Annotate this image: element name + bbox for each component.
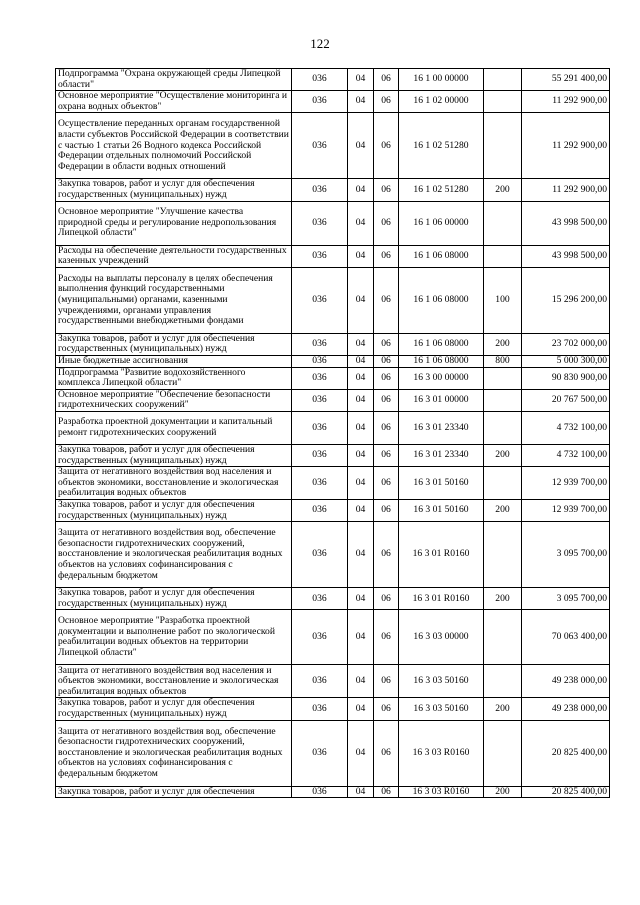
row-sum-cell: 23 702 000,00 [522,333,610,355]
row-pr-cell: 06 [374,267,399,333]
row-vr-cell [484,389,522,411]
row-name-cell: Основное мероприятие "Улучшение качества природной среды и регулирование недропользования Липецкой области" [56,201,292,245]
row-vr-cell: 200 [484,500,522,522]
row-pr-cell: 06 [374,389,399,411]
table-row [56,500,610,522]
row-rz-cell: 04 [348,267,374,333]
row-name-cell: Закупка товаров, работ и услуг для обеспечения государственных (муниципальных) нужд [56,698,292,720]
row-rz-cell: 04 [348,786,374,798]
row-vr-cell [484,610,522,665]
row-vr-cell [484,411,522,444]
row-pr-cell: 06 [374,69,399,91]
table-row [56,665,610,698]
table-row [56,411,610,444]
row-ved-cell: 036 [292,467,348,500]
row-sum-cell: 4 732 100,00 [522,411,610,444]
row-ved-cell: 036 [292,665,348,698]
row-csr-cell: 16 1 02 00000 [399,91,484,113]
row-ved-cell: 036 [292,411,348,444]
row-csr-cell: 16 3 00 00000 [399,367,484,389]
row-ved-cell: 036 [292,267,348,333]
row-sum-cell: 12 939 700,00 [522,500,610,522]
row-csr-cell: 16 3 01 23340 [399,444,484,466]
row-pr-cell: 06 [374,113,399,179]
row-ved-cell: 036 [292,610,348,665]
table-row [56,355,610,367]
row-csr-cell: 16 3 01 50160 [399,500,484,522]
row-ved-cell: 036 [292,500,348,522]
row-rz-cell: 04 [348,333,374,355]
row-ved-cell: 036 [292,720,348,786]
table-row [56,389,610,411]
row-csr-cell: 16 1 02 51280 [399,113,484,179]
row-ved-cell: 036 [292,698,348,720]
row-name-cell: Защита от негативного воздействия вод, обеспечение безопасности гидротехнических сооружений, восстановление и экологическая реабилитация водных объектов на условиях софинансирования с федеральным бюджетом [56,720,292,786]
row-vr-cell [484,69,522,91]
row-sum-cell: 43 998 500,00 [522,201,610,245]
row-rz-cell: 04 [348,444,374,466]
row-vr-cell [484,522,522,588]
row-ved-cell: 036 [292,333,348,355]
row-vr-cell: 200 [484,333,522,355]
row-pr-cell: 06 [374,367,399,389]
row-csr-cell: 16 3 01 23340 [399,411,484,444]
row-sum-cell: 12 939 700,00 [522,467,610,500]
row-csr-cell: 16 3 01 R0160 [399,522,484,588]
row-name-cell: Основное мероприятие "Обеспечение безопасности гидротехнических сооружений" [56,389,292,411]
row-ved-cell: 036 [292,355,348,367]
row-vr-cell [484,467,522,500]
row-name-cell: Защита от негативного воздействия вод, обеспечение безопасности гидротехнических сооружений, восстановление и экологическая реабилитация водных объектов на условиях софинансирования с федеральным бюджетом [56,522,292,588]
row-csr-cell: 16 3 01 R0160 [399,588,484,610]
row-pr-cell: 06 [374,720,399,786]
row-ved-cell: 036 [292,786,348,798]
row-pr-cell: 06 [374,467,399,500]
row-rz-cell: 04 [348,367,374,389]
table-row [56,467,610,500]
row-sum-cell: 3 095 700,00 [522,588,610,610]
row-rz-cell: 04 [348,113,374,179]
row-rz-cell: 04 [348,500,374,522]
row-pr-cell: 06 [374,444,399,466]
row-rz-cell: 04 [348,720,374,786]
row-pr-cell: 06 [374,91,399,113]
row-rz-cell: 04 [348,411,374,444]
row-rz-cell: 04 [348,522,374,588]
table-row [56,333,610,355]
row-ved-cell: 036 [292,69,348,91]
row-pr-cell: 06 [374,665,399,698]
row-vr-cell [484,201,522,245]
row-rz-cell: 04 [348,665,374,698]
table-row [56,201,610,245]
row-sum-cell: 11 292 900,00 [522,113,610,179]
row-ved-cell: 036 [292,588,348,610]
row-sum-cell: 11 292 900,00 [522,91,610,113]
row-vr-cell [484,113,522,179]
row-pr-cell: 06 [374,610,399,665]
row-name-cell: Закупка товаров, работ и услуг для обеспечения государственных (муниципальных) нужд [56,588,292,610]
row-pr-cell: 06 [374,411,399,444]
table-row [56,444,610,466]
row-pr-cell: 06 [374,522,399,588]
row-sum-cell: 3 095 700,00 [522,522,610,588]
row-rz-cell: 04 [348,91,374,113]
row-ved-cell: 036 [292,444,348,466]
row-name-cell: Расходы на выплаты персоналу в целях обеспечения выполнения функций государственными (муниципальными) органами, казенными учреждениями, органами управления государственными внебюджетными фондами [56,267,292,333]
row-vr-cell: 100 [484,267,522,333]
row-csr-cell: 16 1 06 08000 [399,333,484,355]
row-name-cell: Защита от негативного воздействия вод населения и объектов экономики, восстановление и экологическая реабилитация водных объектов [56,665,292,698]
row-name-cell: Подпрограмма "Охрана окружающей среды Липецкой области" [56,69,292,91]
row-csr-cell: 16 3 03 50160 [399,665,484,698]
row-pr-cell: 06 [374,333,399,355]
row-sum-cell: 20 825 400,00 [522,720,610,786]
row-vr-cell [484,720,522,786]
row-csr-cell: 16 1 02 51280 [399,179,484,201]
row-pr-cell: 06 [374,201,399,245]
row-csr-cell: 16 3 03 00000 [399,610,484,665]
row-rz-cell: 04 [348,467,374,500]
row-sum-cell: 20 767 500,00 [522,389,610,411]
table-body [56,69,610,798]
row-rz-cell: 04 [348,69,374,91]
row-ved-cell: 036 [292,522,348,588]
row-ved-cell: 036 [292,245,348,267]
row-vr-cell [484,245,522,267]
row-name-cell: Иные бюджетные ассигнования [56,355,292,367]
table-row [56,367,610,389]
row-rz-cell: 04 [348,610,374,665]
row-rz-cell: 04 [348,355,374,367]
table-row [56,69,610,91]
row-csr-cell: 16 1 06 08000 [399,245,484,267]
row-rz-cell: 04 [348,698,374,720]
row-sum-cell: 5 000 300,00 [522,355,610,367]
table-row [56,698,610,720]
row-pr-cell: 06 [374,698,399,720]
row-ved-cell: 036 [292,389,348,411]
row-csr-cell: 16 1 00 00000 [399,69,484,91]
row-csr-cell: 16 1 06 08000 [399,355,484,367]
table-row [56,245,610,267]
row-name-cell: Основное мероприятие "Осуществление мониторинга и охрана водных объектов" [56,91,292,113]
table-row [56,522,610,588]
row-name-cell: Защита от негативного воздействия вод населения и объектов экономики, восстановление и экологическая реабилитация водных объектов [56,467,292,500]
row-name-cell: Закупка товаров, работ и услуг для обеспечения государственных (муниципальных) нужд [56,500,292,522]
row-pr-cell: 06 [374,179,399,201]
row-csr-cell: 16 1 06 00000 [399,201,484,245]
table-row [56,588,610,610]
row-vr-cell [484,367,522,389]
row-vr-cell: 200 [484,588,522,610]
row-csr-cell: 16 3 03 50160 [399,698,484,720]
row-pr-cell: 06 [374,786,399,798]
row-pr-cell: 06 [374,500,399,522]
row-rz-cell: 04 [348,588,374,610]
row-vr-cell [484,665,522,698]
row-pr-cell: 06 [374,588,399,610]
page-number: 122 [310,36,330,51]
row-vr-cell: 200 [484,444,522,466]
row-sum-cell: 49 238 000,00 [522,665,610,698]
table-row [56,179,610,201]
row-vr-cell: 800 [484,355,522,367]
row-csr-cell: 16 3 01 50160 [399,467,484,500]
row-sum-cell: 4 732 100,00 [522,444,610,466]
row-sum-cell: 11 292 900,00 [522,179,610,201]
row-name-cell: Расходы на обеспечение деятельности государственных казенных учреждений [56,245,292,267]
row-name-cell: Закупка товаров, работ и услуг для обеспечения государственных (муниципальных) нужд [56,333,292,355]
row-sum-cell: 70 063 400,00 [522,610,610,665]
row-name-cell: Закупка товаров, работ и услуг для обеспечения государственных (муниципальных) нужд [56,444,292,466]
table-row [56,91,610,113]
row-rz-cell: 04 [348,245,374,267]
row-csr-cell: 16 3 03 R0160 [399,720,484,786]
row-ved-cell: 036 [292,201,348,245]
table-row [56,267,610,333]
row-rz-cell: 04 [348,389,374,411]
table-row [56,786,610,798]
row-name-cell: Подпрограмма "Развитие водохозяйственного комплекса Липецкой области" [56,367,292,389]
row-vr-cell: 200 [484,179,522,201]
table-row [56,610,610,665]
row-ved-cell: 036 [292,367,348,389]
row-sum-cell: 55 291 400,00 [522,69,610,91]
row-name-cell: Разработка проектной документации и капитальный ремонт гидротехнических сооружений [56,411,292,444]
row-csr-cell: 16 3 03 R0160 [399,786,484,798]
row-name-cell: Закупка товаров, работ и услуг для обеспечения государственных (муниципальных) нужд [56,179,292,201]
row-vr-cell: 200 [484,698,522,720]
row-pr-cell: 06 [374,245,399,267]
row-ved-cell: 036 [292,113,348,179]
row-name-cell: Закупка товаров, работ и услуг для обеспечения [56,786,292,798]
row-ved-cell: 036 [292,91,348,113]
row-name-cell: Осуществление переданных органам государственной власти субъектов Российской Федерации в соответствии с частью 1 статьи 26 Водного кодекса Российской Федерации отдельных полномочий Российской Федерации в области водных отношений [56,113,292,179]
row-name-cell: Основное мероприятие "Разработка проектной документации и выполнение работ по экологической реабилитации водных объектов на территории Липецкой области" [56,610,292,665]
table-row [56,720,610,786]
row-pr-cell: 06 [374,355,399,367]
row-csr-cell: 16 1 06 08000 [399,267,484,333]
row-sum-cell: 49 238 000,00 [522,698,610,720]
row-vr-cell: 200 [484,786,522,798]
row-ved-cell: 036 [292,179,348,201]
budget-table [55,68,610,798]
row-rz-cell: 04 [348,201,374,245]
row-rz-cell: 04 [348,179,374,201]
row-sum-cell: 90 830 900,00 [522,367,610,389]
row-sum-cell: 20 825 400,00 [522,786,610,798]
row-vr-cell [484,91,522,113]
table-row [56,113,610,179]
row-sum-cell: 43 998 500,00 [522,245,610,267]
row-csr-cell: 16 3 01 00000 [399,389,484,411]
row-sum-cell: 15 296 200,00 [522,267,610,333]
